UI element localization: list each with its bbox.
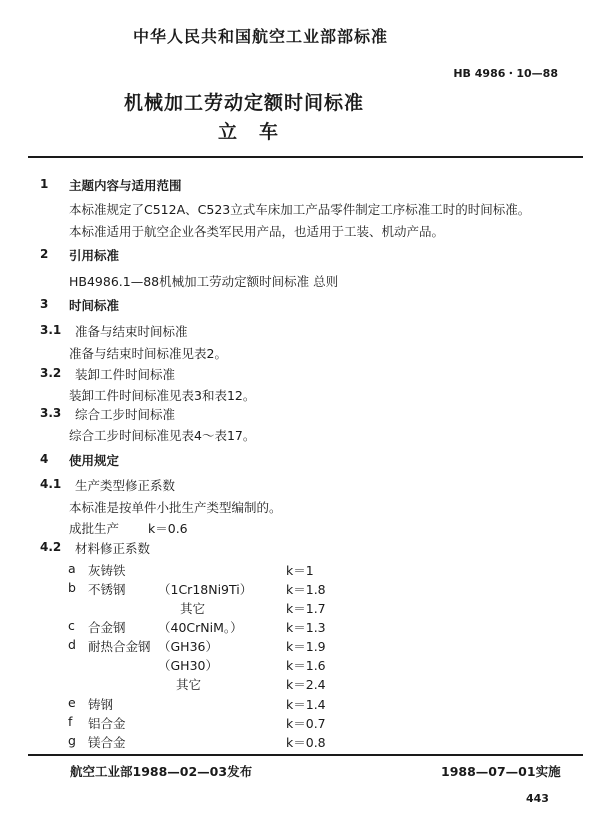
material-name: 镁合金: [88, 735, 126, 750]
material-name: 灰铸铁: [88, 563, 126, 578]
material-coefficient: k＝1.4: [286, 697, 326, 712]
body-line: HB4986.1—88机械加工劳动定额时间标准 总则: [69, 274, 339, 289]
section-title: 主题内容与适用范围: [69, 178, 182, 193]
material-letter: e: [68, 695, 76, 710]
subsection-title: 综合工步时间标准: [75, 407, 176, 422]
subsection-number: 3.3: [40, 406, 62, 420]
effective-date: 1988—07—01实施: [441, 764, 561, 779]
material-letter: b: [68, 580, 76, 595]
material-coefficient: k＝1: [286, 563, 314, 578]
bottom-rule: [28, 754, 583, 756]
body-line: 综合工步时间标准见表4～表17。: [69, 428, 256, 443]
material-coefficient: k＝1.6: [286, 658, 326, 673]
issued-date: 航空工业部1988—02—03发布: [70, 764, 253, 779]
material-coefficient: k＝0.8: [286, 735, 326, 750]
section-number: 2: [40, 247, 49, 261]
material-name: 铝合金: [88, 716, 126, 731]
material-grade: （GH30）: [158, 658, 218, 673]
section-number: 3: [40, 297, 49, 311]
batch-label: 成批生产: [69, 521, 120, 536]
subsection-number: 4.1: [40, 477, 62, 491]
top-rule: [28, 156, 583, 158]
subsection-number: 3.2: [40, 366, 62, 380]
material-coefficient: k＝1.9: [286, 639, 326, 654]
material-coefficient: k＝1.7: [286, 601, 326, 616]
material-letter: c: [68, 618, 75, 633]
material-coefficient: k＝1.8: [286, 582, 326, 597]
body-line: 装卸工件时间标准见表3和表12。: [69, 388, 256, 403]
material-grade: 其它: [180, 601, 206, 616]
document-header: 中华人民共和国航空工业部部标准: [133, 27, 389, 46]
batch-value: k＝0.6: [148, 521, 188, 536]
material-letter: g: [68, 733, 76, 748]
material-letter: d: [68, 637, 76, 652]
subsection-title: 准备与结束时间标准: [75, 324, 188, 339]
standard-code: HB 4986・10—88: [453, 67, 558, 80]
body-line: 本标准规定了C512A、C523立式车床加工产品零件制定工序标准工时的时间标准。: [69, 202, 531, 217]
subsection-title: 生产类型修正系数: [75, 478, 176, 493]
body-line: 本标准适用于航空企业各类军民用产品，也适用于工装、机动产品。: [69, 224, 445, 239]
material-letter: f: [68, 714, 73, 729]
material-coefficient: k＝1.3: [286, 620, 326, 635]
body-line: 本标准是按单件小批生产类型编制的。: [69, 500, 282, 515]
material-grade: （40CrNiM。）: [158, 620, 243, 635]
document-title: 机械加工劳动定额时间标准: [124, 92, 365, 114]
document-subtitle: 立车: [218, 121, 301, 143]
material-letter: a: [68, 561, 76, 576]
material-name: 不锈钢: [88, 582, 126, 597]
section-title: 引用标准: [69, 248, 120, 263]
section-number: 1: [40, 177, 49, 191]
subsection-title: 装卸工件时间标准: [75, 367, 176, 382]
material-name: 耐热合金钢: [88, 639, 151, 654]
subsection-number: 3.1: [40, 323, 62, 337]
material-name: 铸钢: [88, 697, 114, 712]
body-line: 准备与结束时间标准见表2。: [69, 346, 227, 361]
material-coefficient: k＝2.4: [286, 677, 326, 692]
material-grade: 其它: [176, 677, 202, 692]
section-number: 4: [40, 452, 49, 466]
material-coefficient: k＝0.7: [286, 716, 326, 731]
material-grade: （GH36）: [158, 639, 218, 654]
page-number: 443: [526, 792, 549, 805]
material-grade: （1Cr18Ni9Ti）: [158, 582, 253, 597]
subsection-number: 4.2: [40, 540, 62, 554]
section-title: 时间标准: [69, 298, 120, 313]
subsection-title: 材料修正系数: [75, 541, 151, 556]
material-name: 合金钢: [88, 620, 126, 635]
section-title: 使用规定: [69, 453, 120, 468]
